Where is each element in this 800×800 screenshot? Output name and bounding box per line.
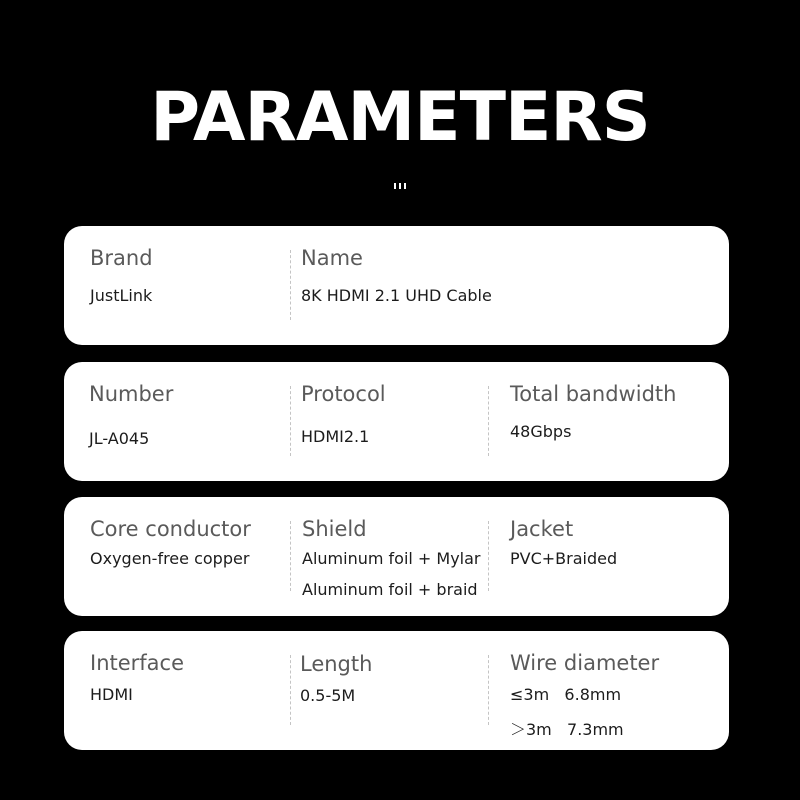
spec-label: Shield <box>302 517 367 541</box>
spec-label: Jacket <box>510 517 574 541</box>
column-divider <box>488 521 489 591</box>
spec-card-interface <box>64 631 729 750</box>
decorative-bars-icon <box>394 183 406 189</box>
spec-label: Interface <box>90 651 185 675</box>
column-divider <box>290 250 291 320</box>
spec-value: ＞3m 7.3mm <box>510 720 624 739</box>
spec-card-number <box>64 362 729 481</box>
spec-value: 48Gbps <box>510 422 572 441</box>
spec-value: JL-A045 <box>89 429 150 448</box>
spec-value: HDMI2.1 <box>301 427 370 446</box>
spec-value: Oxygen-free copper <box>90 549 250 568</box>
spec-card-conductor <box>64 497 729 616</box>
spec-card-brand <box>64 226 729 345</box>
spec-value: 0.5-5M <box>300 686 356 705</box>
page-title: PARAMETERS <box>150 78 650 157</box>
column-divider <box>488 655 489 725</box>
spec-value: HDMI <box>90 685 133 704</box>
spec-label: Number <box>89 382 174 406</box>
column-divider <box>488 386 489 456</box>
spec-value: Aluminum foil + Mylar <box>302 549 481 568</box>
column-divider <box>290 655 291 725</box>
spec-label: Brand <box>90 246 153 270</box>
spec-label: Name <box>301 246 363 270</box>
spec-value: 8K HDMI 2.1 UHD Cable <box>301 286 492 305</box>
spec-label: Protocol <box>301 382 386 406</box>
spec-label: Total bandwidth <box>510 382 677 406</box>
spec-value: ≤3m 6.8mm <box>510 685 622 704</box>
column-divider <box>290 521 291 591</box>
spec-value: JustLink <box>90 286 153 305</box>
spec-label: Length <box>300 652 373 676</box>
spec-label: Wire diameter <box>510 651 660 675</box>
spec-value: PVC+Braided <box>510 549 618 568</box>
spec-label: Core conductor <box>90 517 251 541</box>
column-divider <box>290 386 291 456</box>
spec-value: Aluminum foil + braid <box>302 580 478 599</box>
